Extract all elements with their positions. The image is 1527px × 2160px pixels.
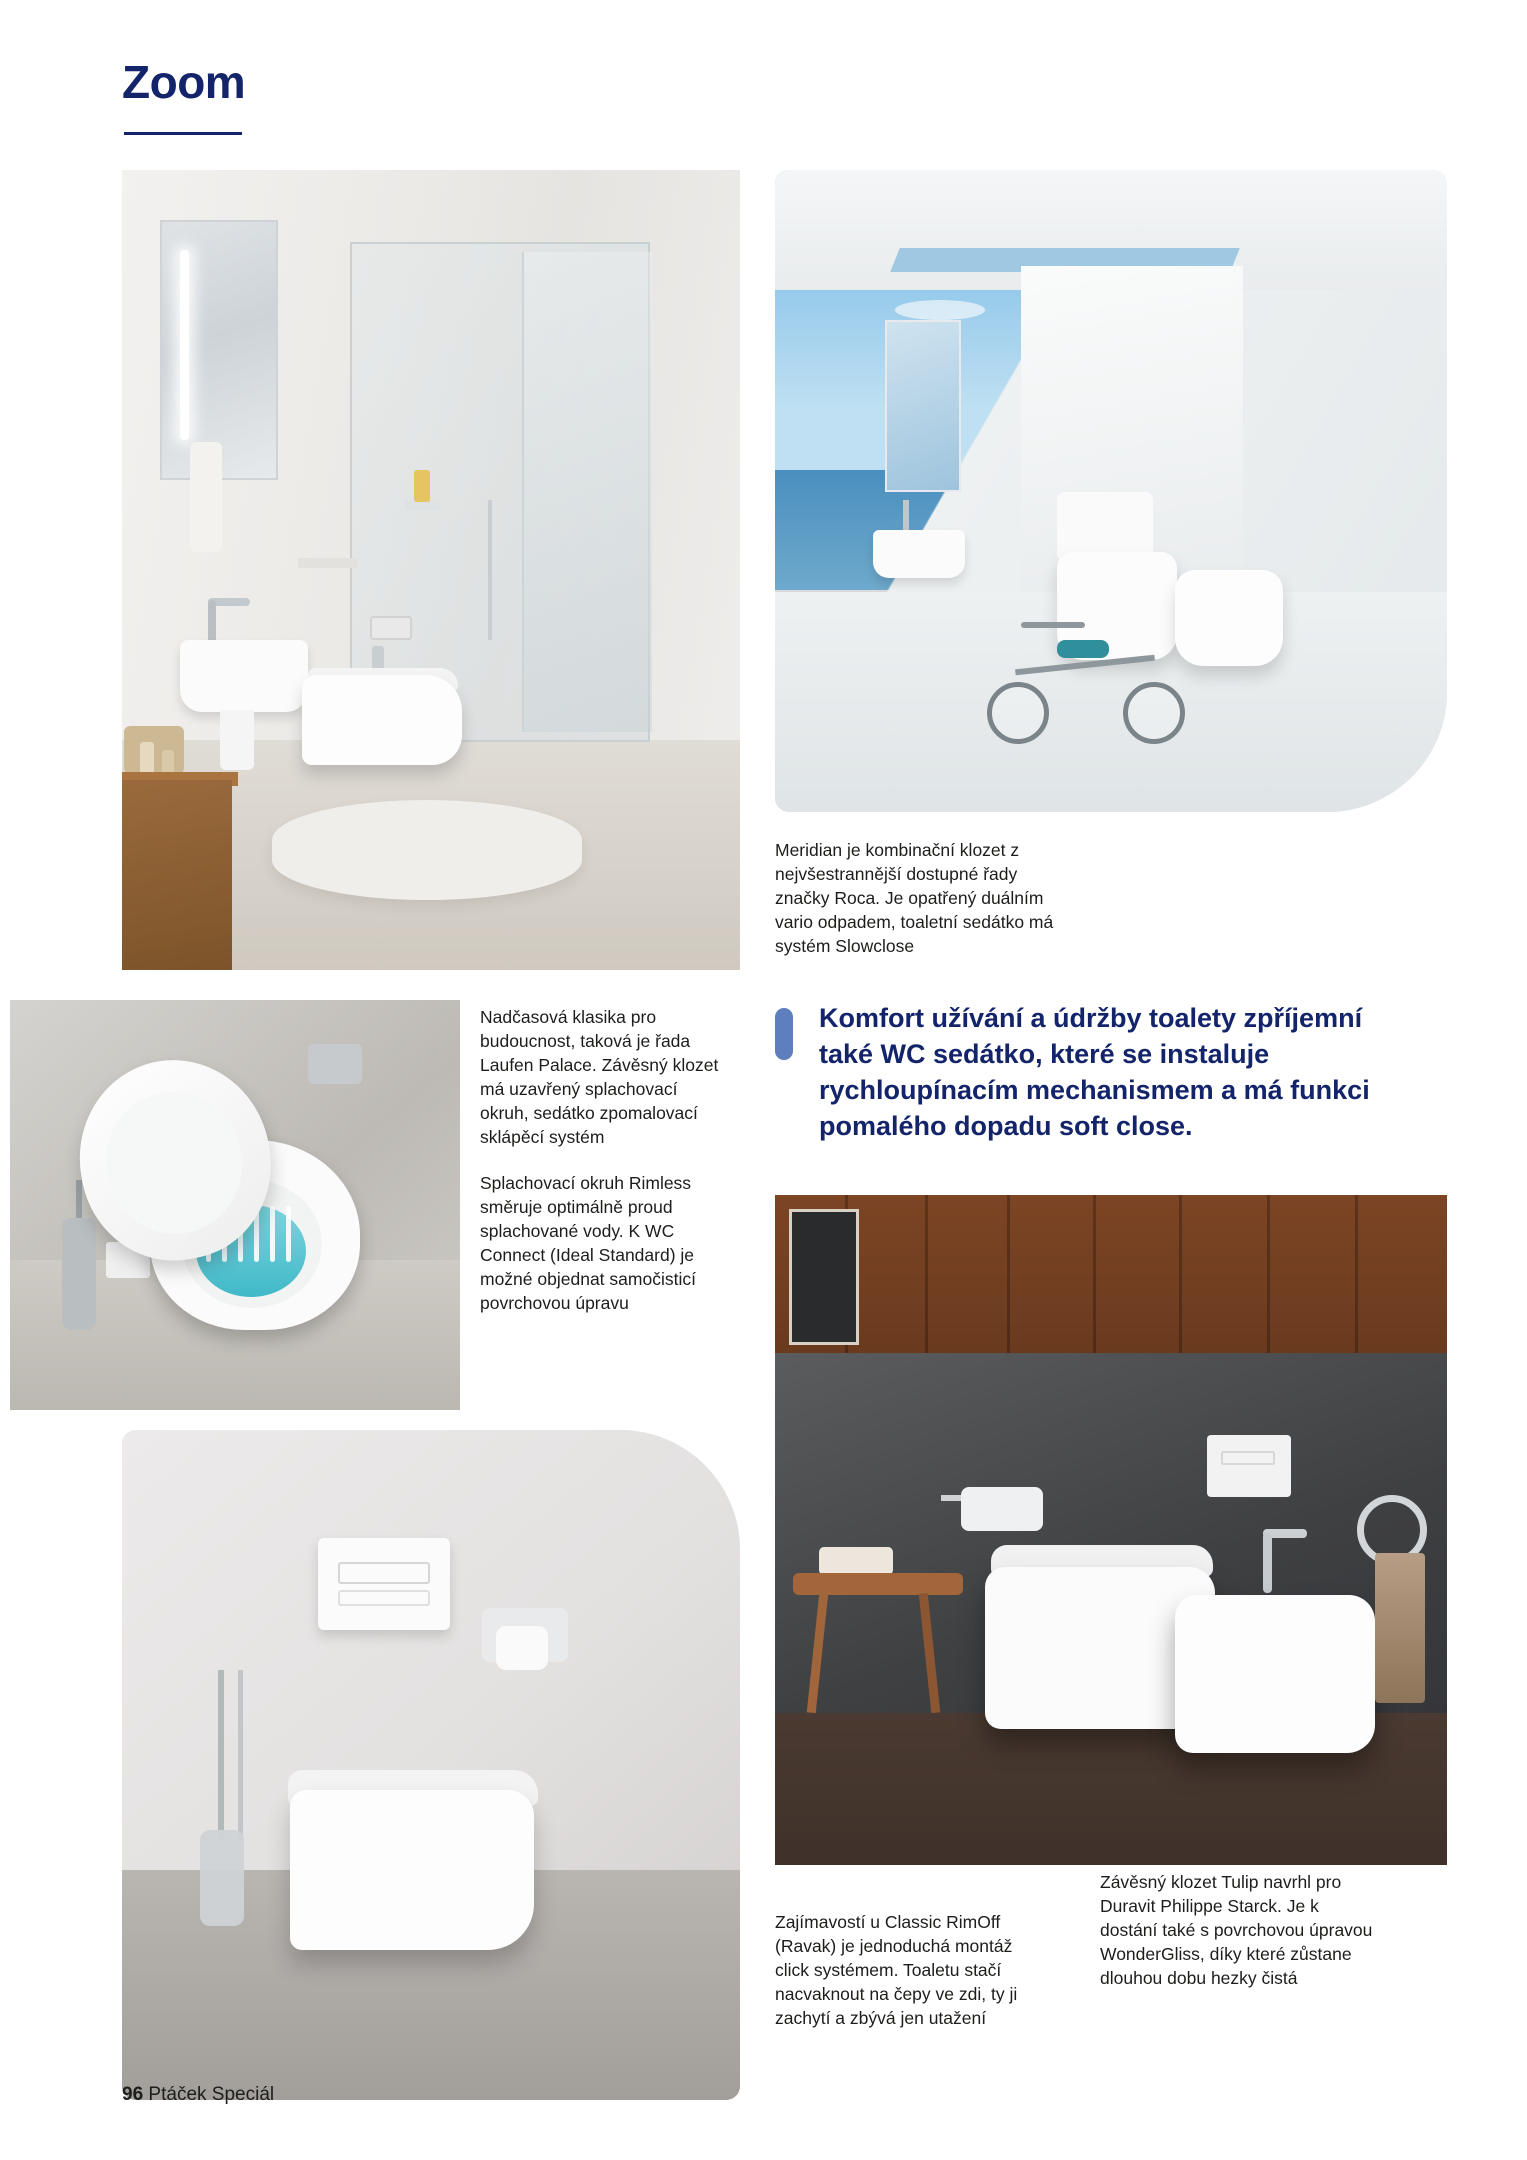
shampoo-bottle: [414, 470, 430, 502]
flush-button-small: [338, 1590, 430, 1606]
photo-duravit-tulip: [775, 1195, 1447, 1865]
caption-laufen-paragraph-2: Splachovací okruh Rimless směruje optimálně proud splachované vody. K WC Connect (Ideal Standard) je možné objednat samočisticí povrchovou úpravu: [480, 1173, 696, 1313]
pull-quote-text: Komfort užívání a údržby toalety zpříjemní také WC sedátko, které se instaluje rychloupínacím mechanismem a má funkci pomalého dopadu soft close.: [819, 1003, 1370, 1141]
caption-laufen: [480, 1005, 725, 1315]
mirror: [160, 220, 278, 480]
framed-artwork: [789, 1209, 859, 1345]
flush-plate: [318, 1538, 450, 1630]
toilet-paper-holder: [308, 1044, 362, 1084]
bath-rug: [272, 800, 582, 900]
bicycle-wheel-rear: [1123, 682, 1185, 744]
caption-meridian-paragraph-1: Meridian je kombinační klozet z nejvšestrannější dostupné řady značky Roca. Je opatřený duálním vario odpadem, toaletní sedátko má systém Slowclose: [775, 840, 1054, 956]
flush-button-large: [338, 1562, 430, 1584]
toilet-brush-handle: [218, 1670, 224, 1840]
bicycle-wheel-front: [987, 682, 1049, 744]
wall-hung-wc: [290, 1790, 534, 1950]
bidet: [1175, 1595, 1375, 1753]
towel-on-hook: [190, 442, 222, 552]
washbasin: [180, 640, 308, 712]
caption-laufen-paragraph-1: Nadčasová klasika pro budoucnost, taková je řada Laufen Palace. Závěsný klozet má uzavřený splachovací okruh, sedátko zpomalovací sklápěcí systém: [480, 1007, 719, 1147]
mirror-light-strip: [180, 250, 189, 440]
toilet-brush-holder: [200, 1830, 244, 1926]
wooden-side-table: [793, 1573, 963, 1595]
flush-plate: [1207, 1435, 1291, 1497]
wooden-cabinet: [122, 780, 232, 970]
title-underline-rule: [124, 132, 242, 135]
flush-plate: [370, 616, 412, 640]
photo-ravak-classic-rimoff: [122, 1430, 740, 2100]
caption-tulip-paragraph-1: Závěsný klozet Tulip navrhl pro Duravit Philippe Starck. Je k dostání také s povrchovou úpravou WonderGliss, díky které zůstane dlouhou dobu hezky čistá: [1100, 1872, 1373, 1988]
wood-panelled-upper-wall: [775, 1195, 1447, 1353]
bidet-tap-body: [1263, 1533, 1272, 1593]
photo-laufen-palace: [10, 1000, 460, 1410]
mirror: [885, 320, 961, 492]
footer-page-number: 96: [122, 2084, 144, 2105]
toilet-brush-holder: [62, 1218, 96, 1330]
wall-niche-shelf: [298, 558, 358, 568]
photo-meridian-roca: [775, 170, 1447, 812]
shower-hose: [488, 500, 492, 640]
caption-meridian: [775, 838, 1075, 958]
pull-quote: [775, 1000, 1375, 1144]
toilet-brush-handle-second: [238, 1670, 243, 1840]
folded-towels: [819, 1547, 893, 1575]
storage-basket: [124, 726, 184, 774]
caption-ravak-paragraph-1: Zajímavostí u Classic RimOff (Ravak) je jednoduchá montáž click systémem. Toaletu stačí nacvaknout na čepy ve zdi, ty ji zachytí a zbývá jen utažení: [775, 1912, 1018, 2028]
washbasin-semi-pedestal: [220, 710, 254, 770]
toilet-paper-roll: [496, 1626, 548, 1670]
page-footer: [122, 2084, 274, 2106]
hanging-towel: [1375, 1553, 1425, 1703]
caption-ravak: [775, 1910, 1040, 2030]
toilet-paper-roll: [961, 1487, 1043, 1531]
page-title: Zoom: [122, 56, 246, 108]
photo-bathroom-with-shower: [122, 170, 740, 970]
wall-hung-wc: [302, 675, 462, 765]
shower-glass-door: [522, 252, 652, 732]
bidet: [1175, 570, 1283, 666]
footer-publication: Ptáček Speciál: [148, 2084, 275, 2105]
caption-tulip: [1100, 1870, 1375, 1990]
washbasin: [873, 530, 965, 578]
basin-tap: [903, 500, 909, 534]
bicycle-handlebar: [1021, 622, 1085, 628]
quote-mark-icon: [775, 1008, 793, 1060]
bicycle-saddle: [1057, 640, 1109, 658]
